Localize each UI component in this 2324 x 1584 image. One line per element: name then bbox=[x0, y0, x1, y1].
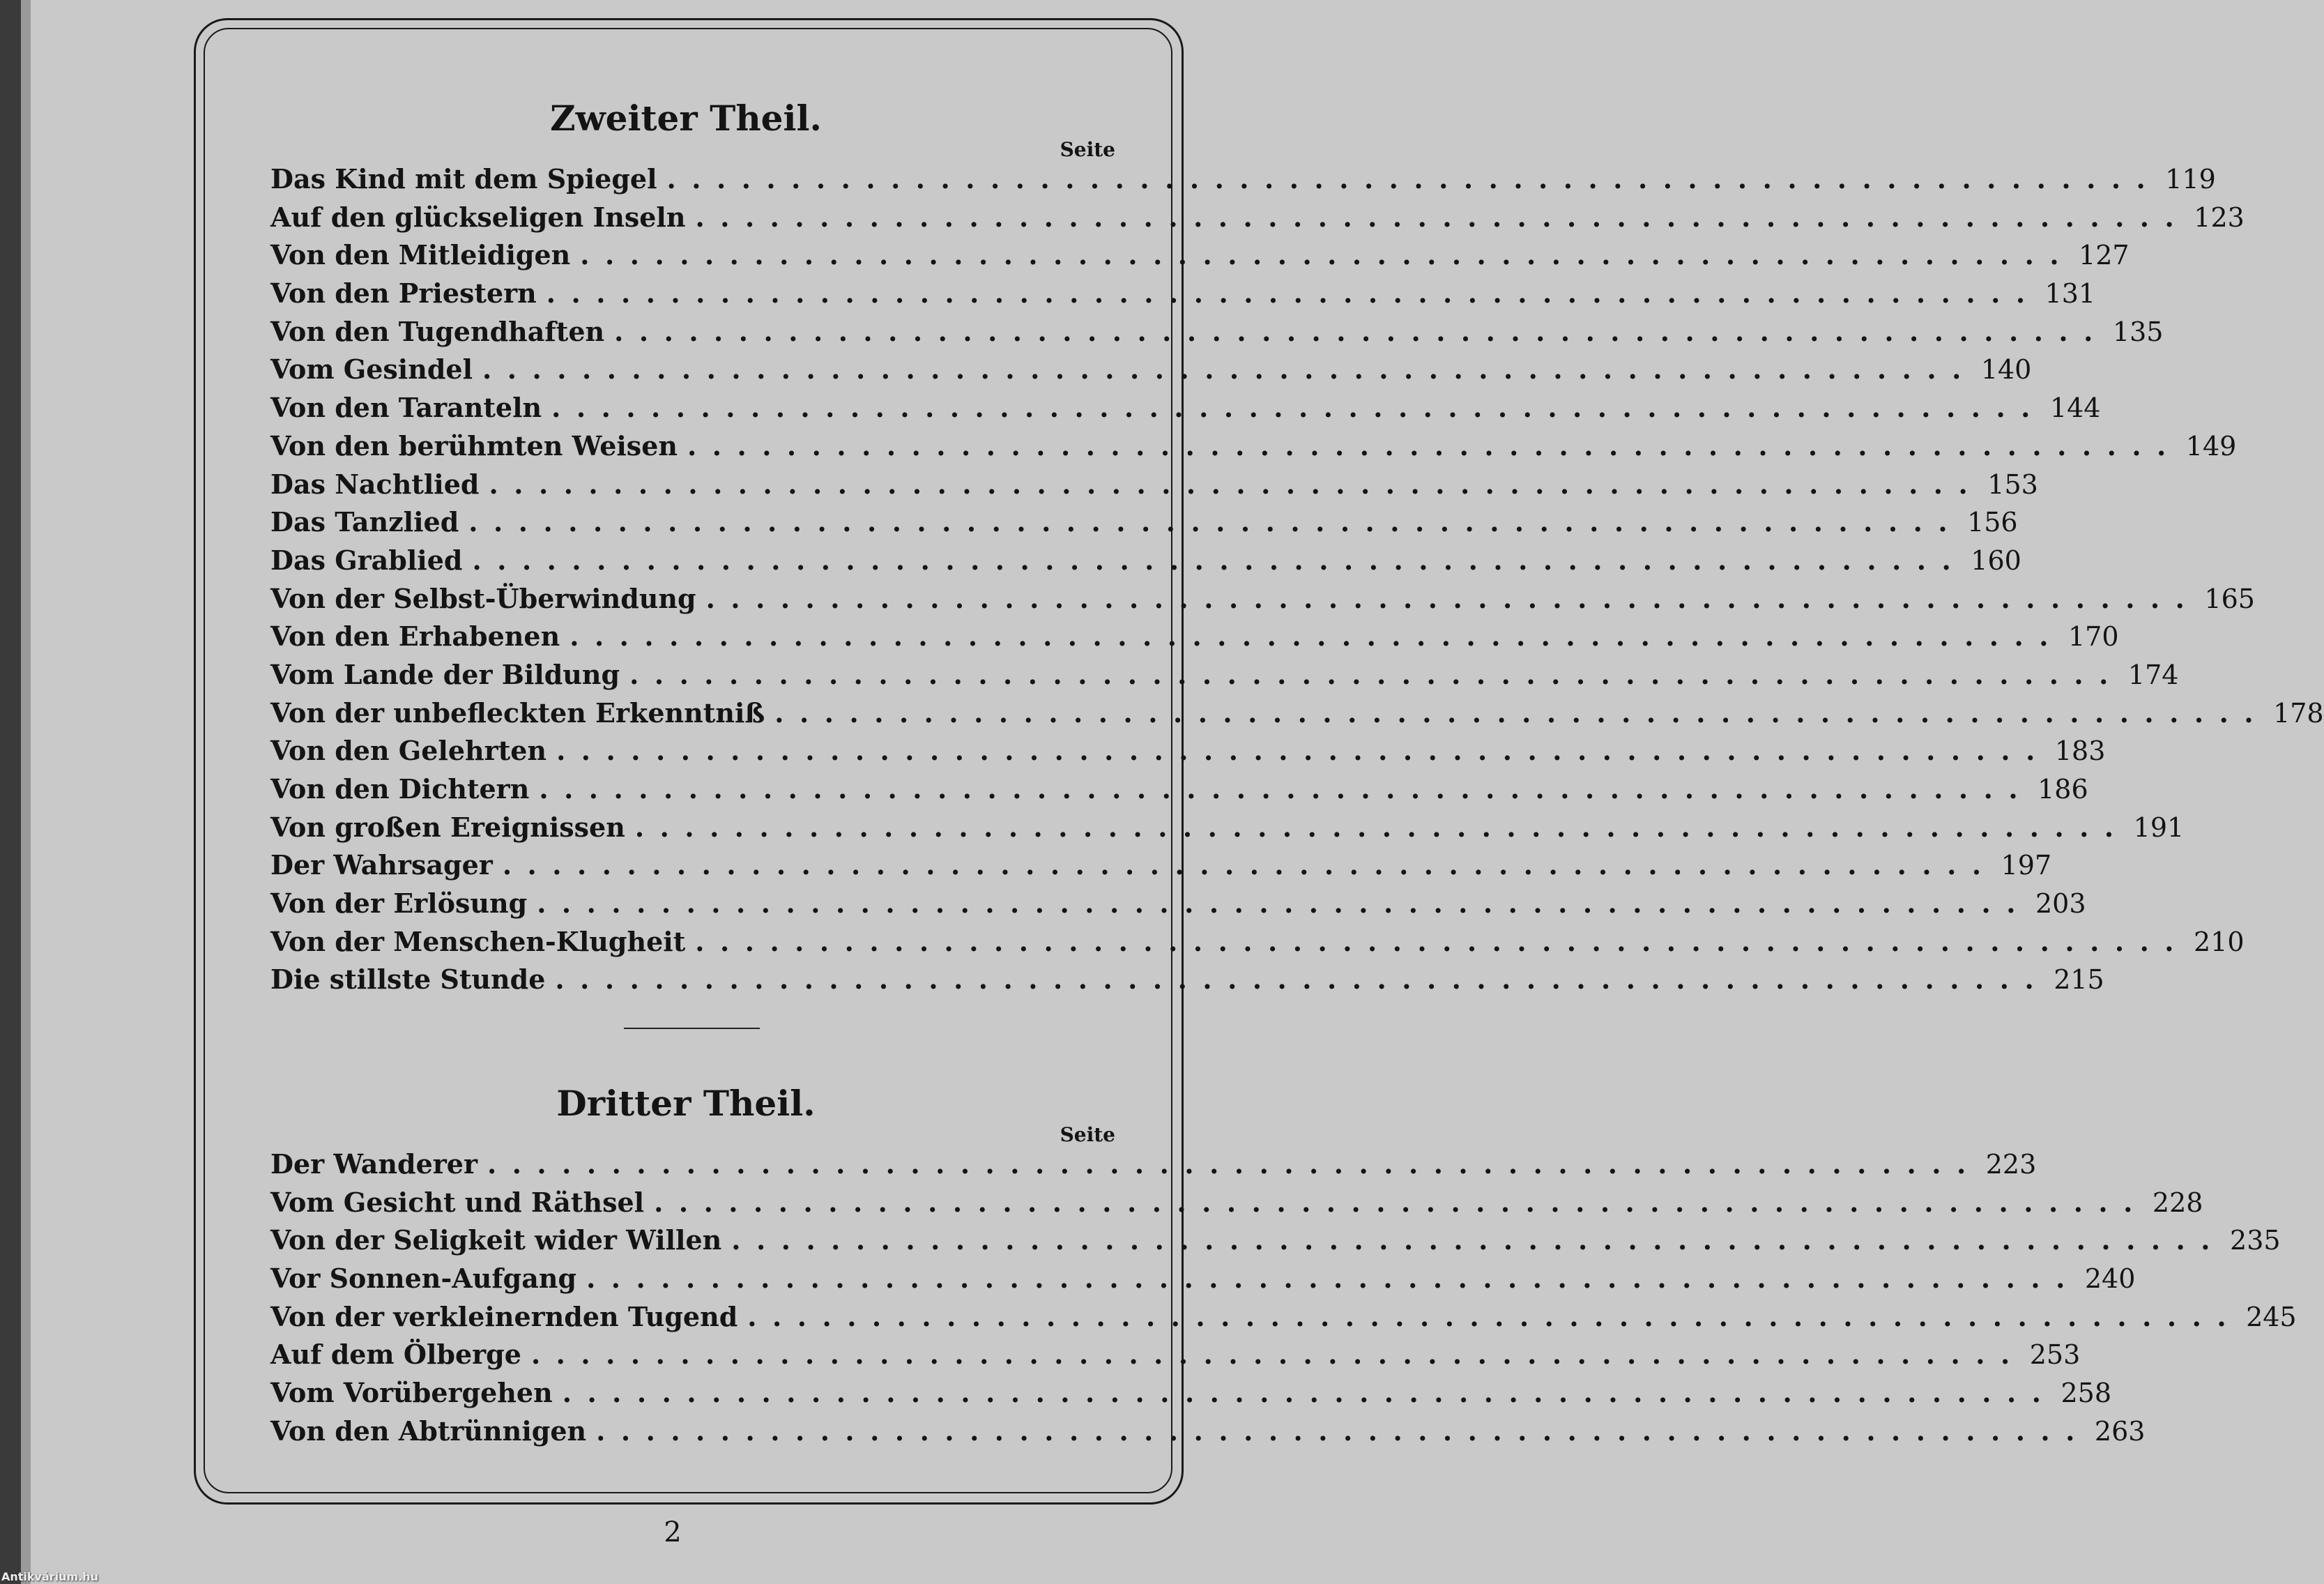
page-column-header: Seite bbox=[1060, 138, 1115, 161]
dot-leader: ............................................................ bbox=[556, 735, 2051, 767]
entry-page: 223 bbox=[1985, 1149, 2037, 1180]
entry-page: 191 bbox=[2133, 812, 2185, 843]
dot-leader: ............................................................ bbox=[774, 696, 2270, 729]
entry-page: 258 bbox=[2061, 1378, 2112, 1409]
dot-leader: ............................................................ bbox=[596, 1415, 2090, 1447]
toc-entry bbox=[270, 1260, 2136, 1298]
toc-entry bbox=[270, 236, 2130, 275]
dot-leader: ............................................................ bbox=[472, 544, 1967, 576]
section-divider bbox=[624, 1028, 760, 1029]
entry-page: 228 bbox=[2152, 1187, 2203, 1218]
entry-title: Von den Gelehrten bbox=[270, 735, 547, 767]
toc-entry bbox=[270, 313, 2164, 351]
entry-title: Vom Gesindel bbox=[270, 353, 473, 386]
entry-page: 156 bbox=[1967, 507, 2018, 538]
toc-entry bbox=[270, 1145, 2037, 1184]
section-dritter-theil bbox=[270, 1083, 2297, 1451]
entry-title: Das Grablied bbox=[270, 544, 463, 576]
entry-title: Von den Priestern bbox=[270, 277, 537, 310]
entry-title: Von den Abtrünnigen bbox=[270, 1415, 587, 1447]
toc-list bbox=[270, 160, 2324, 999]
entry-page: 119 bbox=[2165, 164, 2216, 195]
page-edge bbox=[21, 0, 31, 1584]
entry-page: 131 bbox=[2044, 278, 2096, 310]
entry-title: Die stillste Stunde bbox=[270, 964, 546, 996]
toc-entry bbox=[270, 1221, 2281, 1260]
entry-title: Von den Dichtern bbox=[270, 773, 530, 805]
section-zweiter-theil bbox=[270, 98, 2324, 999]
toc-entry bbox=[270, 427, 2237, 466]
entry-page: 253 bbox=[2029, 1339, 2081, 1371]
toc-entry bbox=[270, 351, 2032, 389]
entry-title: Von der Erlösung bbox=[270, 888, 528, 920]
entry-title: Von der unbefleckten Erkenntniß bbox=[270, 696, 765, 729]
dot-leader: ............................................................ bbox=[695, 925, 2190, 957]
entry-title: Von der Menschen-Klugheit bbox=[270, 925, 686, 957]
entry-title: Von den Tugendhaften bbox=[270, 315, 605, 347]
section-title: Dritter Theil. bbox=[556, 1083, 816, 1124]
dot-leader: ............................................................ bbox=[487, 1148, 1982, 1180]
entry-page: 240 bbox=[2084, 1263, 2136, 1295]
toc-entry bbox=[270, 770, 2088, 809]
toc-entry bbox=[270, 694, 2324, 733]
entry-title: Von der verkleinernden Tugend bbox=[270, 1300, 738, 1332]
toc-entry bbox=[270, 1336, 2081, 1374]
toc-entry bbox=[270, 961, 2104, 999]
dot-leader: ............................................................ bbox=[731, 1224, 2226, 1256]
entry-page: 197 bbox=[2001, 850, 2052, 881]
dot-leader: ............................................................ bbox=[586, 1263, 2081, 1295]
entry-page: 153 bbox=[1987, 469, 2038, 500]
toc-entry bbox=[270, 656, 2179, 694]
toc-entry bbox=[270, 389, 2101, 427]
dot-leader: ............................................................ bbox=[546, 277, 2041, 310]
toc-entry bbox=[270, 580, 2255, 618]
dot-leader: ............................................................ bbox=[614, 315, 2109, 347]
entry-title: Auf den glückseligen Inseln bbox=[270, 201, 686, 233]
entry-page: 183 bbox=[2054, 736, 2106, 767]
dot-leader: ............................................................ bbox=[551, 392, 2046, 424]
toc-entry bbox=[270, 1374, 2112, 1412]
toc-entry bbox=[270, 1298, 2297, 1336]
dot-leader: ............................................................ bbox=[482, 353, 1977, 386]
watermark: Antikvárium.hu bbox=[1, 1570, 99, 1583]
dot-leader: ............................................................ bbox=[654, 1186, 2148, 1218]
entry-page: 149 bbox=[2185, 430, 2237, 462]
entry-title: Vom Gesicht und Räthsel bbox=[270, 1186, 645, 1218]
dot-leader: ............................................................ bbox=[555, 964, 2050, 996]
entry-title: Der Wahrsager bbox=[270, 849, 493, 881]
toc-entry bbox=[270, 542, 2021, 580]
entry-page: 210 bbox=[2194, 926, 2245, 957]
entry-page: 174 bbox=[2127, 659, 2179, 690]
entry-page: 178 bbox=[2273, 697, 2324, 729]
toc-entry bbox=[270, 923, 2245, 961]
toc-entry bbox=[270, 809, 2185, 847]
dot-leader: ............................................................ bbox=[562, 1377, 2057, 1409]
toc-entry bbox=[270, 732, 2106, 770]
entry-title: Von den Mitleidigen bbox=[270, 239, 571, 271]
entry-page: 127 bbox=[2079, 240, 2130, 271]
entry-title: Vor Sonnen-Aufgang bbox=[270, 1263, 577, 1295]
page-number: 2 bbox=[664, 1516, 682, 1548]
entry-title: Vom Vorübergehen bbox=[270, 1377, 553, 1409]
toc-entry bbox=[270, 199, 2245, 237]
book-binding bbox=[0, 0, 21, 1584]
dot-leader: ............................................................ bbox=[705, 582, 2201, 614]
dot-leader: ............................................................ bbox=[530, 1339, 2026, 1371]
section-title: Zweiter Theil. bbox=[550, 98, 822, 139]
entry-title: Das Nachtlied bbox=[270, 468, 480, 500]
dot-leader: ............................................................ bbox=[580, 239, 2075, 271]
entry-title: Von der Seligkeit wider Willen bbox=[270, 1224, 722, 1256]
entry-page: 235 bbox=[2230, 1225, 2281, 1256]
entry-page: 186 bbox=[2038, 774, 2088, 805]
dot-leader: ............................................................ bbox=[634, 811, 2130, 843]
entry-page: 160 bbox=[1971, 544, 2021, 576]
entry-page: 215 bbox=[2054, 964, 2104, 996]
dot-leader: ............................................................ bbox=[537, 888, 2031, 920]
entry-page: 170 bbox=[2068, 621, 2119, 653]
entry-title: Auf dem Ölberge bbox=[270, 1339, 521, 1371]
toc-entry bbox=[270, 160, 2216, 199]
toc-list bbox=[270, 1145, 2297, 1451]
entry-page: 245 bbox=[2246, 1301, 2297, 1332]
entry-page: 165 bbox=[2204, 583, 2255, 614]
toc-entry bbox=[270, 1184, 2203, 1222]
entry-title: Von großen Ereignissen bbox=[270, 811, 625, 843]
toc-entry bbox=[270, 1412, 2146, 1451]
dot-leader: ............................................................ bbox=[468, 506, 1964, 538]
dot-leader: ............................................................ bbox=[629, 658, 2124, 690]
entry-page: 263 bbox=[2094, 1415, 2146, 1447]
entry-title: Vom Lande der Bildung bbox=[270, 658, 620, 690]
dot-leader: ............................................................ bbox=[539, 773, 2034, 805]
entry-title: Das Kind mit dem Spiegel bbox=[270, 163, 657, 195]
toc-entry bbox=[270, 466, 2038, 504]
dot-leader: ............................................................ bbox=[687, 429, 2182, 462]
entry-title: Von den Erhabenen bbox=[270, 620, 560, 653]
entry-title: Von der Selbst-Überwindung bbox=[270, 582, 696, 614]
entry-page: 203 bbox=[2035, 888, 2086, 920]
dot-leader: ............................................................ bbox=[747, 1300, 2242, 1332]
dot-leader: ............................................................ bbox=[695, 201, 2190, 233]
page-column-header: Seite bbox=[1060, 1123, 1115, 1146]
entry-title: Von den berühmten Weisen bbox=[270, 429, 678, 462]
entry-title: Der Wanderer bbox=[270, 1148, 477, 1180]
toc-entry bbox=[270, 846, 2052, 885]
toc-entry bbox=[270, 885, 2086, 923]
dot-leader: ............................................................ bbox=[502, 849, 1997, 881]
toc-entry bbox=[270, 618, 2119, 656]
entry-title: Das Tanzlied bbox=[270, 506, 459, 538]
dot-leader: ............................................................ bbox=[666, 163, 2162, 195]
entry-title: Von den Taranteln bbox=[270, 392, 542, 424]
dot-leader: ............................................................ bbox=[569, 620, 2064, 653]
entry-page: 144 bbox=[2049, 393, 2101, 424]
toc-entry bbox=[270, 503, 2018, 542]
entry-page: 135 bbox=[2112, 316, 2164, 347]
entry-page: 123 bbox=[2194, 201, 2245, 233]
entry-page: 140 bbox=[1980, 354, 2032, 386]
toc-entry bbox=[270, 275, 2096, 313]
dot-leader: ............................................................ bbox=[489, 468, 1984, 500]
